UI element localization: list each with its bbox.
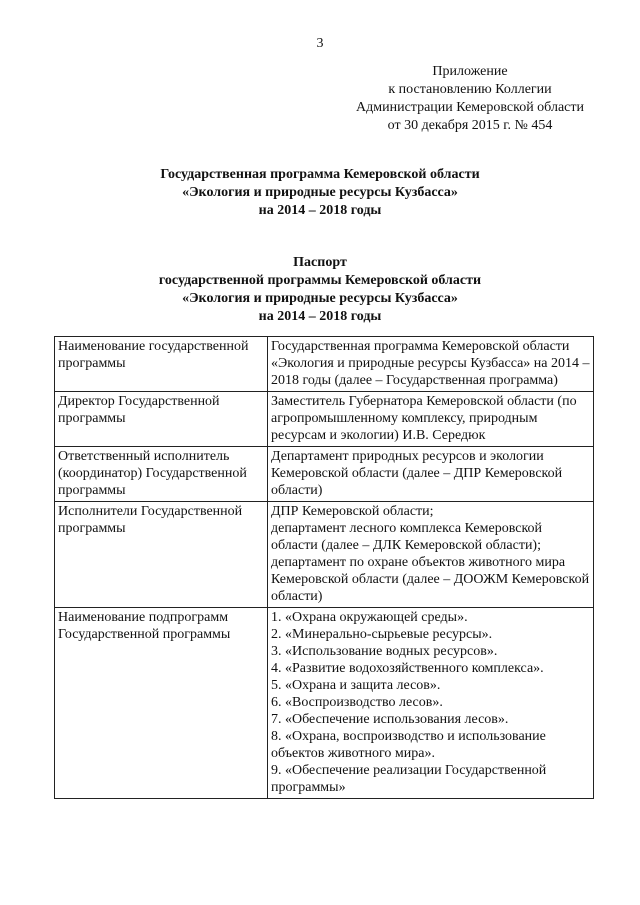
subprogram-item: 3. «Использование водных ресурсов». — [271, 644, 498, 659]
row-value-line: департамент лесного комплекса Кемеровской области (далее – ДЛК Кемеровской области); — [271, 521, 543, 553]
passport-table — [54, 336, 594, 799]
program-title-line: «Экология и природные ресурсы Кузбасса» — [182, 185, 458, 200]
row-value — [268, 447, 594, 502]
subprogram-item: 8. «Охрана, воспроизводство и использование объектов животного мира». — [271, 729, 546, 761]
appendix-line: от 30 декабря 2015 г. № 454 — [387, 118, 553, 133]
row-label: Ответственный исполнитель (координатор) Государственной программы — [55, 447, 268, 502]
row-value-line: департамент по охране объектов животного мира Кемеровской области (далее – ДООЖМ Кемеровской области) — [271, 555, 590, 604]
appendix-header — [330, 63, 610, 135]
appendix-line: Администрации Кемеровской области — [356, 100, 584, 115]
row-value-line: ДПР Кемеровской области; — [271, 504, 434, 519]
row-value-line: Государственная программа Кемеровской области «Экология и природные ресурсы Кузбасса» на 2014 – 2018 годы (далее – Государственная программа) — [271, 339, 590, 388]
row-label: Директор Государственной программы — [55, 392, 268, 447]
row-value — [268, 608, 594, 799]
subprogram-item: 2. «Минерально-сырьевые ресурсы». — [271, 627, 493, 642]
program-title-line: на 2014 – 2018 годы — [258, 203, 382, 218]
subprogram-item: 1. «Охрана окружающей среды». — [271, 610, 468, 625]
table-row — [55, 502, 594, 608]
passport-title-line: государственной программы Кемеровской области — [158, 273, 482, 288]
passport-title-line: «Экология и природные ресурсы Кузбасса» — [182, 291, 458, 306]
passport-title — [0, 254, 640, 326]
program-title — [0, 166, 640, 220]
table-row — [55, 337, 594, 392]
subprogram-item: 4. «Развитие водохозяйственного комплекса». — [271, 661, 544, 676]
row-value-line: Департамент природных ресурсов и экологии Кемеровской области (далее – ДПР Кемеровской области) — [271, 449, 563, 498]
table-row — [55, 608, 594, 799]
table-row — [55, 447, 594, 502]
row-label: Наименование государственной программы — [55, 337, 268, 392]
table-row — [55, 392, 594, 447]
row-value-line: Заместитель Губернатора Кемеровской области (по агропромышленному комплексу, природным ресурсам и экологии) И.В. Середюк — [271, 394, 577, 443]
passport-title-line: Паспорт — [293, 255, 347, 270]
program-title-line: Государственная программа Кемеровской области — [160, 167, 480, 182]
row-label: Исполнители Государственной программы — [55, 502, 268, 608]
row-label: Наименование подпрограмм Государственной программы — [55, 608, 268, 799]
subprogram-item: 9. «Обеспечение реализации Государственной программы» — [271, 763, 547, 795]
subprogram-item: 7. «Обеспечение использования лесов». — [271, 712, 509, 727]
appendix-line: Приложение — [432, 64, 508, 79]
row-value — [268, 337, 594, 392]
row-value — [268, 392, 594, 447]
passport-title-line: на 2014 – 2018 годы — [258, 309, 382, 324]
subprogram-item: 6. «Воспроизводство лесов». — [271, 695, 443, 710]
row-value — [268, 502, 594, 608]
subprogram-item: 5. «Охрана и защита лесов». — [271, 678, 441, 693]
appendix-line: к постановлению Коллегии — [388, 82, 552, 97]
page-number: 3 — [316, 36, 324, 51]
